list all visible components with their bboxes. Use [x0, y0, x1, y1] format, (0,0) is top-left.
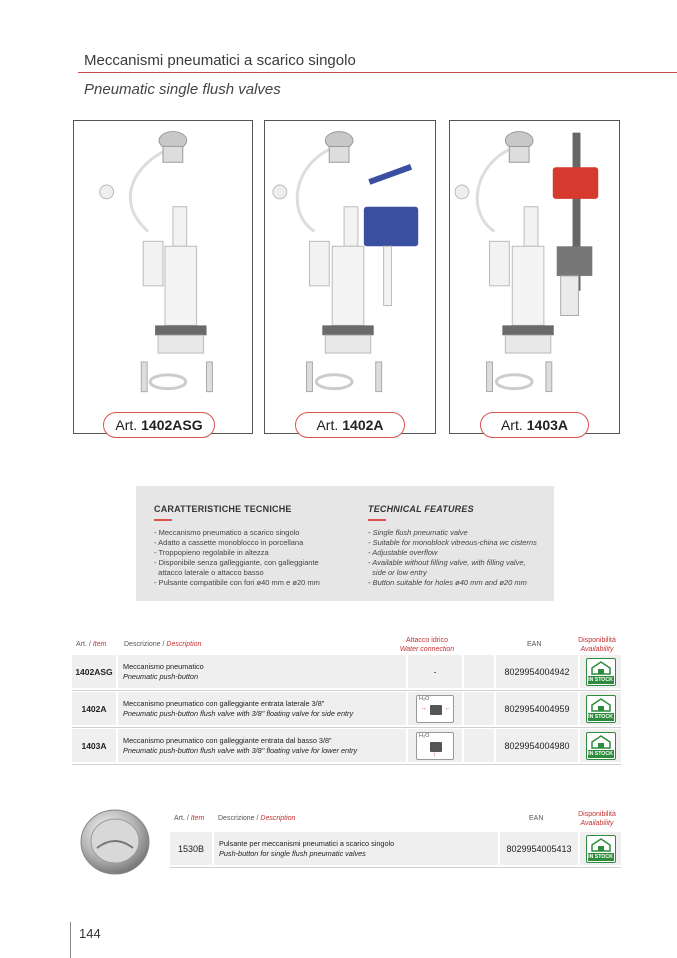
tank-icon — [430, 742, 442, 752]
product-label-1402asg: Art. 1402ASG — [103, 412, 215, 438]
product-label-1402a: Art. 1402A — [295, 412, 405, 438]
page-title: Meccanismi pneumatici a scarico singolo — [84, 52, 356, 69]
description-en: Pneumatic push-button flush valve with 3/8" floating valve for lower entry — [123, 745, 358, 755]
list-item: - Disponibile senza galleggiante, con galleggiante — [154, 557, 319, 567]
th-ean: EAN — [527, 641, 542, 648]
product-card-1402asg — [73, 120, 253, 434]
push-button-image — [79, 808, 151, 876]
ean-code: 8029954004980 — [496, 729, 578, 762]
spacer-cell — [464, 729, 494, 762]
water-connection-cell — [408, 729, 462, 762]
ean-code: 8029954005413 — [500, 832, 578, 865]
technical-features-panel — [136, 486, 554, 601]
art-code: 1530B — [170, 832, 212, 865]
row-divider — [170, 867, 621, 868]
h2o-label: H₂O — [419, 732, 430, 739]
warehouse-icon — [590, 838, 612, 852]
description-cell — [214, 832, 498, 865]
availability-cell — [580, 692, 621, 725]
water-connection-cell — [408, 692, 462, 725]
list-item: side or low entry — [368, 567, 427, 577]
description-cell — [118, 692, 406, 725]
art-code: 1402A — [72, 692, 116, 725]
row-divider — [72, 764, 621, 765]
description-en: Push-button for single flush pneumatic valves — [219, 848, 366, 858]
water-connection-value: - — [408, 655, 462, 688]
list-item: - Button suitable for holes ø40 mm and ø20 mm — [368, 577, 527, 587]
th-description: Descrizione / Description — [124, 641, 202, 648]
in-stock-label: IN STOCK — [588, 676, 613, 683]
list-item: - Adatto a cassette monoblocco in porcellana — [154, 537, 304, 547]
table-row — [170, 831, 621, 866]
features-english — [368, 504, 537, 588]
features-heading-it: CARATTERISTICHE TECNICHE — [154, 504, 292, 514]
arrow-up-icon: ↑ — [433, 751, 437, 759]
ean-code: 8029954004942 — [496, 655, 578, 688]
table-row — [72, 654, 621, 689]
page-number-rule — [70, 922, 71, 958]
bottom-entry-icon — [416, 732, 454, 760]
in-stock-badge — [586, 732, 616, 760]
th-art-item-2: Art. / Item — [174, 815, 205, 822]
description-it: Meccanismo pneumatico — [123, 661, 204, 671]
page-number: 144 — [79, 926, 101, 941]
in-stock-badge — [586, 835, 616, 863]
in-stock-label: IN STOCK — [588, 853, 613, 860]
arrow-right-icon: → — [420, 704, 427, 712]
th-ean-2: EAN — [529, 815, 544, 822]
h2o-label: H₂O — [419, 695, 430, 702]
th-availability: Disponibilità Availability — [578, 637, 616, 653]
product-image-1402asg — [74, 121, 252, 421]
heading-underline — [368, 519, 386, 521]
description-en: Pneumatic push-button flush valve with 3/8" floating valve for side entry — [123, 708, 354, 718]
product-label-1403a: Art. 1403A — [480, 412, 589, 438]
th-water-connection: Attacco idrico Water connection — [399, 637, 455, 653]
description-en: Pneumatic push-button — [123, 671, 199, 681]
availability-cell — [580, 729, 621, 762]
warehouse-icon — [590, 735, 612, 749]
features-list-it — [154, 528, 320, 588]
description-it: Meccanismo pneumatico con galleggiante entrata dal basso 3/8" — [123, 735, 332, 745]
spacer-cell — [464, 655, 494, 688]
product-image-1403a — [450, 121, 619, 421]
th-availability-2: Disponibilità Availability — [578, 811, 616, 827]
product-image-1402a — [265, 121, 435, 421]
title-divider — [78, 72, 677, 73]
availability-cell — [580, 655, 621, 688]
side-entry-icon — [416, 695, 454, 723]
description-cell — [118, 729, 406, 762]
list-item: - Available without filling valve, with filling valve, — [368, 557, 526, 567]
art-code: 1402ASG — [72, 655, 116, 688]
table-row — [72, 691, 621, 726]
warehouse-icon — [590, 661, 612, 675]
list-item: - Pulsante compatibile con fori ø40 mm e ø20 mm — [154, 577, 320, 587]
list-item: - Suitable for monoblock vitreous-china wc cisterns — [368, 537, 537, 547]
spacer-cell — [464, 692, 494, 725]
product-card-1403a — [449, 120, 620, 434]
th-art-item: Art. / Item — [76, 641, 107, 648]
features-italian — [154, 504, 320, 588]
list-item: - Troppopieno regolabile in altezza — [154, 547, 269, 557]
product-card-1402a — [264, 120, 436, 434]
in-stock-badge — [586, 695, 616, 723]
list-item: - Meccanismo pneumatico a scarico singolo — [154, 527, 300, 537]
list-item: attacco laterale o attacco basso — [154, 567, 264, 577]
list-item: - Adjustable overflow — [368, 547, 438, 557]
warehouse-icon — [590, 698, 612, 712]
in-stock-badge — [586, 658, 616, 686]
tank-icon — [430, 705, 442, 715]
heading-underline — [154, 519, 172, 521]
list-item: - Single flush pneumatic valve — [368, 527, 468, 537]
description-cell — [118, 655, 406, 688]
in-stock-label: IN STOCK — [588, 750, 613, 757]
ean-code: 8029954004959 — [496, 692, 578, 725]
availability-cell — [580, 832, 621, 865]
arrow-left-icon: ← — [444, 704, 451, 712]
art-code: 1403A — [72, 729, 116, 762]
features-list-en — [368, 528, 537, 588]
page-subtitle: Pneumatic single flush valves — [84, 81, 281, 98]
table-row — [72, 728, 621, 763]
features-heading-en: TECHNICAL FEATURES — [368, 504, 474, 514]
description-it: Meccanismo pneumatico con galleggiante entrata laterale 3/8" — [123, 698, 325, 708]
th-description-2: Descrizione / Description — [218, 815, 296, 822]
in-stock-label: IN STOCK — [588, 713, 613, 720]
description-it: Pulsante per meccanismi pneumatici a scarico singolo — [219, 838, 395, 848]
